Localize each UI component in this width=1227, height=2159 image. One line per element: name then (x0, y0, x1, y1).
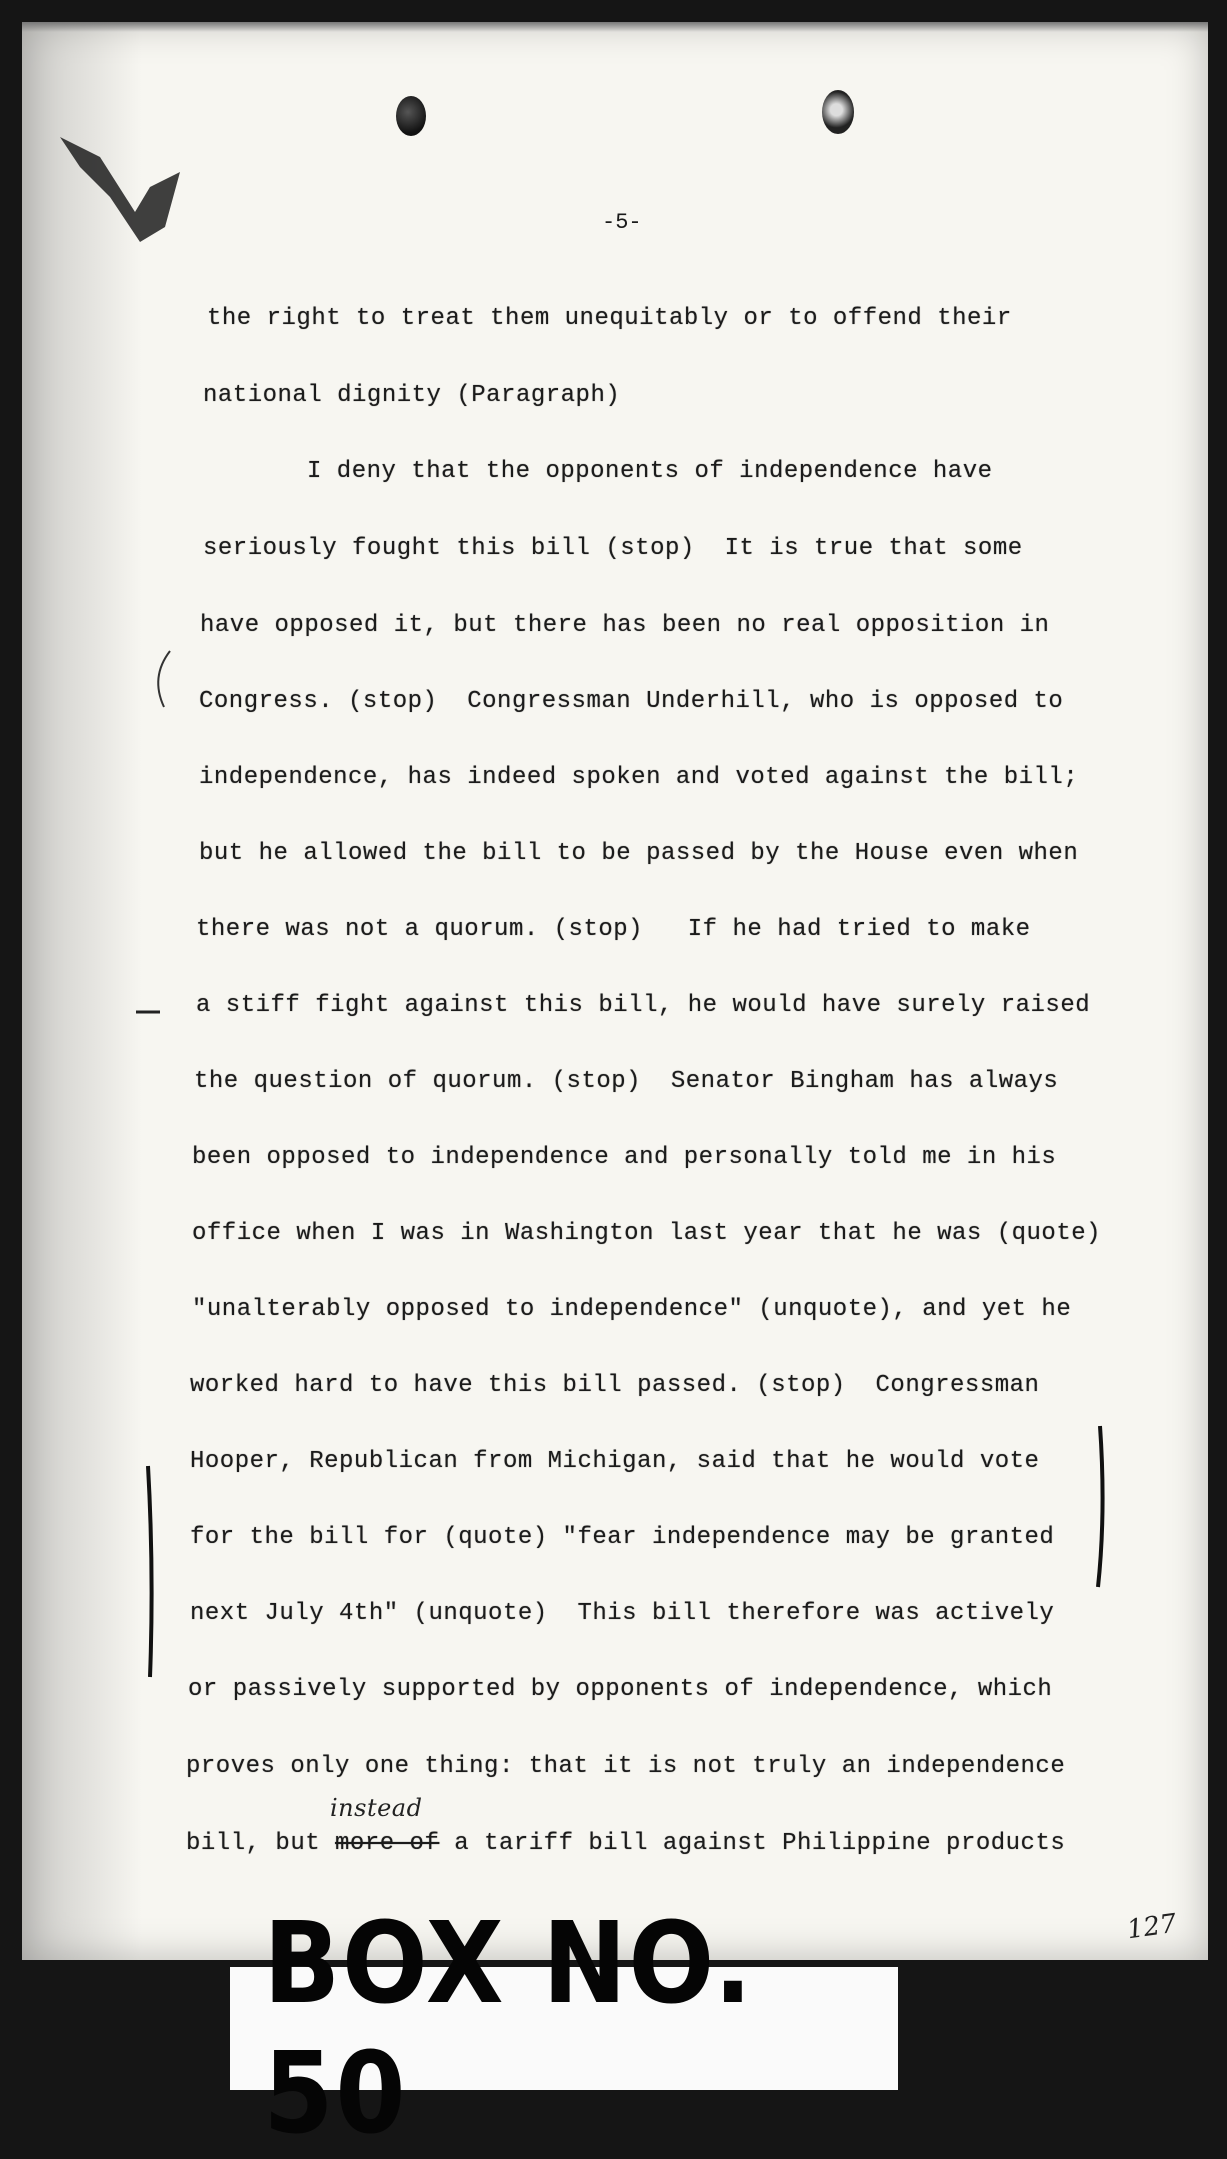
text-line: a stiff fight against this bill, he would have surely raised (196, 992, 1091, 1019)
punch-hole-left (396, 96, 426, 136)
text-line: the question of quorum. (stop) Senator Bingham has always (194, 1068, 1059, 1095)
text-line: worked hard to have this bill passed. (stop) Congressman (190, 1372, 1040, 1399)
text-line: "unalterably opposed to independence" (unquote), and yet he (192, 1296, 1072, 1323)
last-line-end: a tariff bill against Philippine products (454, 1830, 1066, 1857)
margin-line-right-icon (1092, 1422, 1112, 1592)
text-line: seriously fought this bill (stop) It is true that some (203, 535, 1023, 562)
margin-bracket-left-icon (142, 647, 182, 717)
text-line: national dignity (Paragraph) (203, 382, 621, 409)
text-line: Hooper, Republican from Michigan, said that he would vote (190, 1448, 1040, 1475)
text-line: office when I was in Washington last year that he was (quote) (192, 1220, 1102, 1247)
text-line: for the bill for (quote) "fear independence may be granted (190, 1524, 1055, 1551)
text-line-last (186, 1829, 1065, 1859)
text-line: next July 4th" (unquote) This bill therefore was actively (190, 1600, 1055, 1627)
handwritten-insertion: instead (330, 1794, 423, 1822)
punch-hole-right (822, 90, 854, 134)
text-line: the right to treat them unequitably or to offend their (207, 305, 1012, 332)
text-line: independence, has indeed spoken and voted against the bill; (199, 764, 1079, 791)
text-line: Congress. (stop) Congressman Underhill, who is opposed to (199, 688, 1064, 715)
text-line: proves only one thing: that it is not truly an independence (186, 1753, 1066, 1780)
text-line: have opposed it, but there has been no real opposition in (200, 612, 1050, 639)
struck-text: more of (335, 1830, 440, 1857)
text-line: but he allowed the bill to be passed by the House even when (199, 840, 1079, 867)
margin-note: 127 (1125, 1908, 1179, 1946)
text-line: there was not a quorum. (stop) If he had tried to make (196, 916, 1031, 943)
document-page (22, 22, 1208, 1960)
text-line: I deny that the opponents of independence have (307, 458, 993, 485)
last-line-start: bill, but (186, 1830, 321, 1857)
page-top-edge (22, 22, 1208, 32)
margin-dash-icon (134, 1007, 164, 1017)
text-line: been opposed to independence and personally told me in his (192, 1144, 1057, 1171)
text-line: or passively supported by opponents of independence, which (188, 1676, 1053, 1703)
ink-smudge-icon (40, 117, 200, 257)
box-label: BOX NO. 50 (230, 1967, 898, 2090)
page-number: -5- (602, 210, 642, 235)
margin-line-left-icon (142, 1462, 162, 1682)
